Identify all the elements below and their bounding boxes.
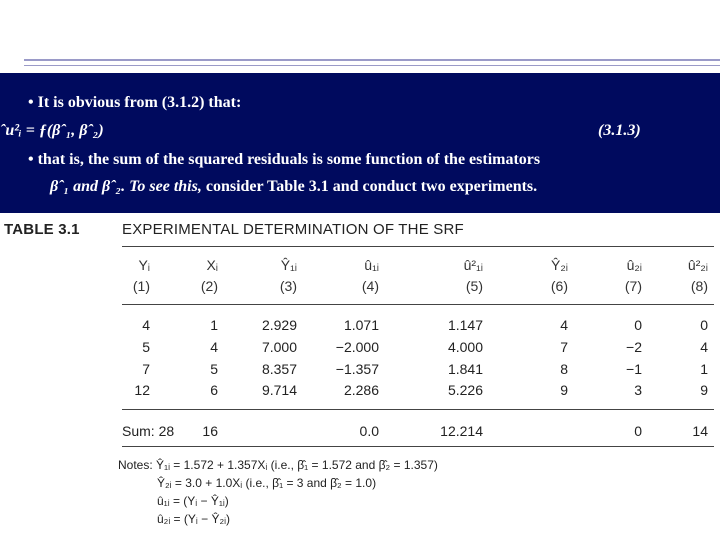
table-cell: 1 xyxy=(210,317,218,333)
table-cell: 2.286 xyxy=(343,382,379,398)
note-2: Ŷ₂ᵢ = 3.0 + 1.0Xᵢ (i.e., β̂₁ = 3 and β̂₂ = 1.0) xyxy=(157,476,377,490)
table-rule-header xyxy=(122,304,714,305)
table-cell: 4 xyxy=(210,339,218,355)
sum-cell: 0.0 xyxy=(359,423,379,439)
table-cell: −2 xyxy=(626,339,642,355)
table-cell: 4.000 xyxy=(447,339,483,355)
table-number: TABLE 3.1 xyxy=(4,221,80,238)
equation: ˆu²ᵢ = ƒ(βˆ₁, βˆ₂) xyxy=(0,122,104,139)
table-cell: 6 xyxy=(210,382,218,398)
bullet-2-cont xyxy=(50,178,537,196)
table-cell: 1 xyxy=(700,361,708,377)
bullet-2: • that is, the sum of the squared residuals is some function of the estimators xyxy=(28,151,541,168)
table-cell: 0 xyxy=(700,317,708,333)
note-4: û₂ᵢ = (Yᵢ − Ŷ₂ᵢ) xyxy=(157,512,231,526)
table-rule-sum xyxy=(122,446,714,447)
table-rule-body xyxy=(122,409,714,410)
table-cell: 4 xyxy=(700,339,708,355)
col-header-num: (5) xyxy=(465,278,483,294)
table-cell: 1.147 xyxy=(447,317,483,333)
col-header: û₁ᵢ xyxy=(364,257,379,273)
table-cell: 5.226 xyxy=(447,382,483,398)
table-cell: 0 xyxy=(634,317,642,333)
table-cell: 4 xyxy=(142,317,150,333)
col-header-num: (8) xyxy=(690,278,708,294)
col-header: û₂ᵢ xyxy=(626,257,642,273)
col-header-num: (3) xyxy=(279,278,297,294)
col-header-num: (7) xyxy=(624,278,642,294)
table-rule-top xyxy=(122,246,714,247)
text-banner xyxy=(0,73,720,213)
col-header: Yᵢ xyxy=(138,257,150,273)
sum-cell: 0 xyxy=(634,423,642,439)
table-cell: 1.841 xyxy=(447,361,483,377)
col-header-num: (2) xyxy=(200,278,218,294)
table-cell: −1 xyxy=(626,361,642,377)
table-cell: 7 xyxy=(560,339,568,355)
top-rule xyxy=(24,59,720,61)
table-cell: 9 xyxy=(560,382,568,398)
top-rule-secondary xyxy=(24,65,720,66)
table-cell: 9 xyxy=(700,382,708,398)
table-cell: 1.071 xyxy=(343,317,379,333)
table-caption: EXPERIMENTAL DETERMINATION OF THE SRF xyxy=(122,221,464,238)
table-cell: 8 xyxy=(560,361,568,377)
bullet-2-rest: consider Table 3.1 and conduct two experiments. xyxy=(201,178,538,195)
table-cell: 4 xyxy=(560,317,568,333)
equation-number: (3.1.3) xyxy=(598,122,641,139)
sum-cell: 16 xyxy=(202,423,218,439)
note-3: û₁ᵢ = (Yᵢ − Ŷ₁ᵢ) xyxy=(157,494,229,508)
col-header: û²₁ᵢ xyxy=(463,257,483,273)
col-header-num: (6) xyxy=(550,278,568,294)
note-1: Notes: Ŷ₁ᵢ = 1.572 + 1.357Xᵢ (i.e., β̂₁ = 1.572 and β̂₂ = 1.357) xyxy=(118,458,438,472)
col-header: Ŷ₂ᵢ xyxy=(551,257,568,273)
col-header: Ŷ₁ᵢ xyxy=(280,257,297,273)
table-cell: 7 xyxy=(142,361,150,377)
table-cell: 3 xyxy=(634,382,642,398)
col-header-num: (4) xyxy=(361,278,379,294)
table-cell: 5 xyxy=(142,339,150,355)
bullet-2-italic: βˆ₁ and βˆ₂. To see this, xyxy=(50,178,202,195)
bullet-1: • It is obvious from (3.1.2) that: xyxy=(28,94,242,111)
table-cell: 8.357 xyxy=(261,361,297,377)
table-cell: −2.000 xyxy=(335,339,379,355)
col-header-num: (1) xyxy=(132,278,150,294)
table-cell: 2.929 xyxy=(261,317,297,333)
table-cell: 7.000 xyxy=(261,339,297,355)
sum-cell: 12.214 xyxy=(440,423,483,439)
sum-label: Sum: 28 xyxy=(122,423,175,439)
table-cell: 5 xyxy=(210,361,218,377)
col-header: Xᵢ xyxy=(206,257,218,273)
col-header: û²₂ᵢ xyxy=(687,257,708,273)
sum-cell: 14 xyxy=(692,423,708,439)
table-cell: −1.357 xyxy=(335,361,379,377)
table-cell: 12 xyxy=(134,382,150,398)
table-cell: 9.714 xyxy=(261,382,297,398)
